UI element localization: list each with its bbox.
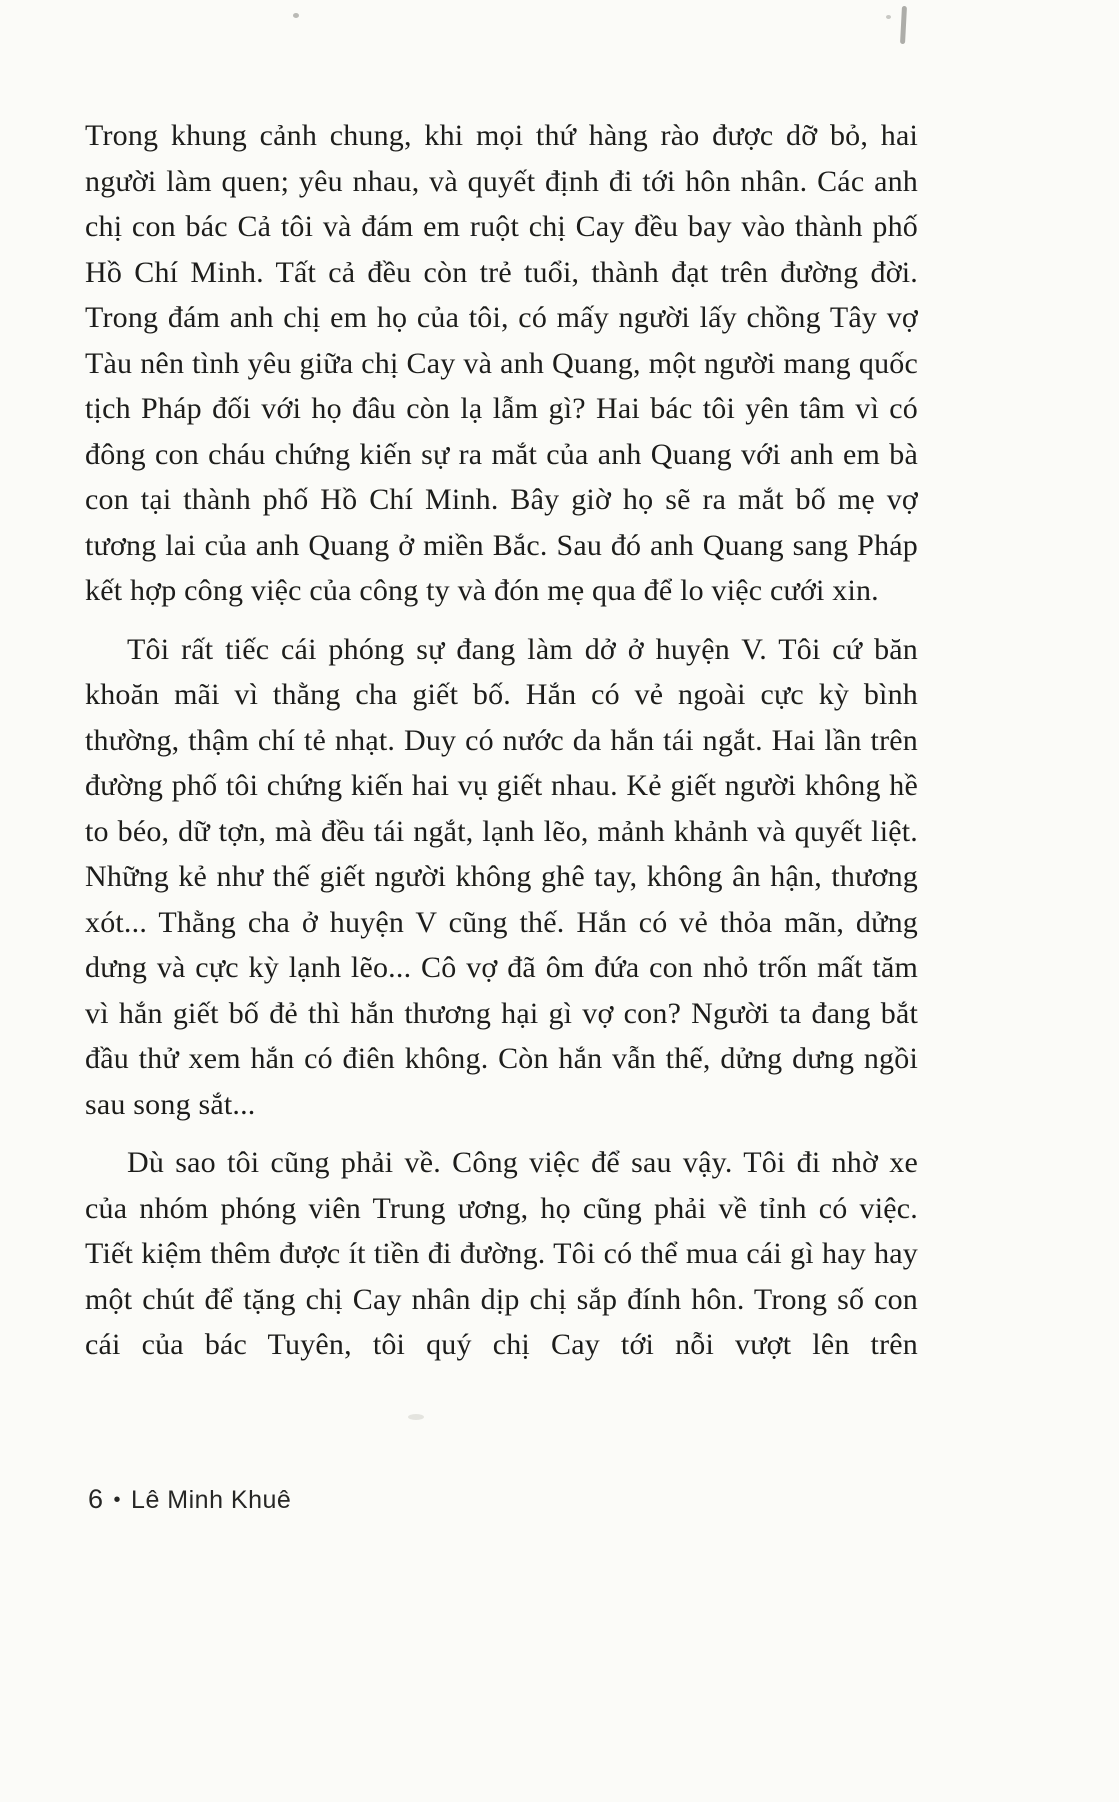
scan-artifact — [293, 13, 299, 18]
page-number: 6 — [88, 1484, 104, 1514]
paragraph: Trong khung cảnh chung, khi mọi thứ hàng rào được dỡ bỏ, hai người làm quen; yêu nhau, và quyết định đi tới hôn nhân. Các anh chị con bác Cả tôi và đám em ruột chị Cay đều bay vào thành phố Hồ Chí Minh. Tất cả đều còn trẻ tuổi, thành đạt trên đường đời. Trong đám anh chị em họ của tôi, có mấy người lấy chồng Tây vợ Tàu nên tình yêu giữa chị Cay và anh Quang, một người mang quốc tịch Pháp đối với họ đâu còn lạ lẫm gì? Hai bác tôi yên tâm vì có đông con cháu chứng kiến sự ra mắt của anh Quang với anh em bà con tại thành phố Hồ Chí Minh. Bây giờ họ sẽ ra mắt bố mẹ vợ tương lai của anh Quang ở miền Bắc. Sau đó anh Quang sang Pháp kết hợp công việc của công ty và đón mẹ qua để lo việc cưới xin. — [85, 119, 918, 607]
paragraph: Dù sao tôi cũng phải về. Công việc để sau vậy. Tôi đi nhờ xe của nhóm phóng viên Trung ương, họ cũng phải về tỉnh có việc. Tiết kiệm thêm được ít tiền đi đường. Tôi có thể mua cái gì hay hay một chút để tặng chị Cay nhân dịp chị sắp đính hôn. Trong số con cái của bác Tuyên, tôi quý chị Cay tới nỗi vượt lên trên — [85, 1146, 918, 1361]
page-footer — [88, 1484, 291, 1515]
body-text — [85, 113, 918, 1368]
bullet-separator: • — [113, 1489, 122, 1511]
scan-artifact — [900, 6, 907, 44]
scan-artifact — [886, 15, 891, 19]
scan-artifact — [408, 1414, 424, 1420]
author-name: Lê Minh Khuê — [131, 1486, 292, 1514]
paragraph: Tôi rất tiếc cái phóng sự đang làm dở ở huyện V. Tôi cứ băn khoăn mãi vì thằng cha giết bố. Hắn có vẻ ngoài cực kỳ bình thường, thậm chí tẻ nhạt. Duy có nước da hắn tái ngắt. Hai lần trên đường phố tôi chứng kiến hai vụ giết nhau. Kẻ giết người không hề to béo, dữ tợn, mà đều tái ngắt, lạnh lẽo, mảnh khảnh và quyết liệt. Những kẻ như thế giết người không ghê tay, không ân hận, thương xót... Thằng cha ở huyện V cũng thế. Hắn có vẻ thỏa mãn, dửng dưng và cực kỳ lạnh lẽo... Cô vợ đã ôm đứa con nhỏ trốn mất tăm vì hắn giết bố đẻ thì hắn thương hại gì vợ con? Người ta đang bắt đầu thử xem hắn có điên không. Còn hắn vẫn thế, dửng dưng ngồi sau song sắt... — [85, 632, 918, 1121]
